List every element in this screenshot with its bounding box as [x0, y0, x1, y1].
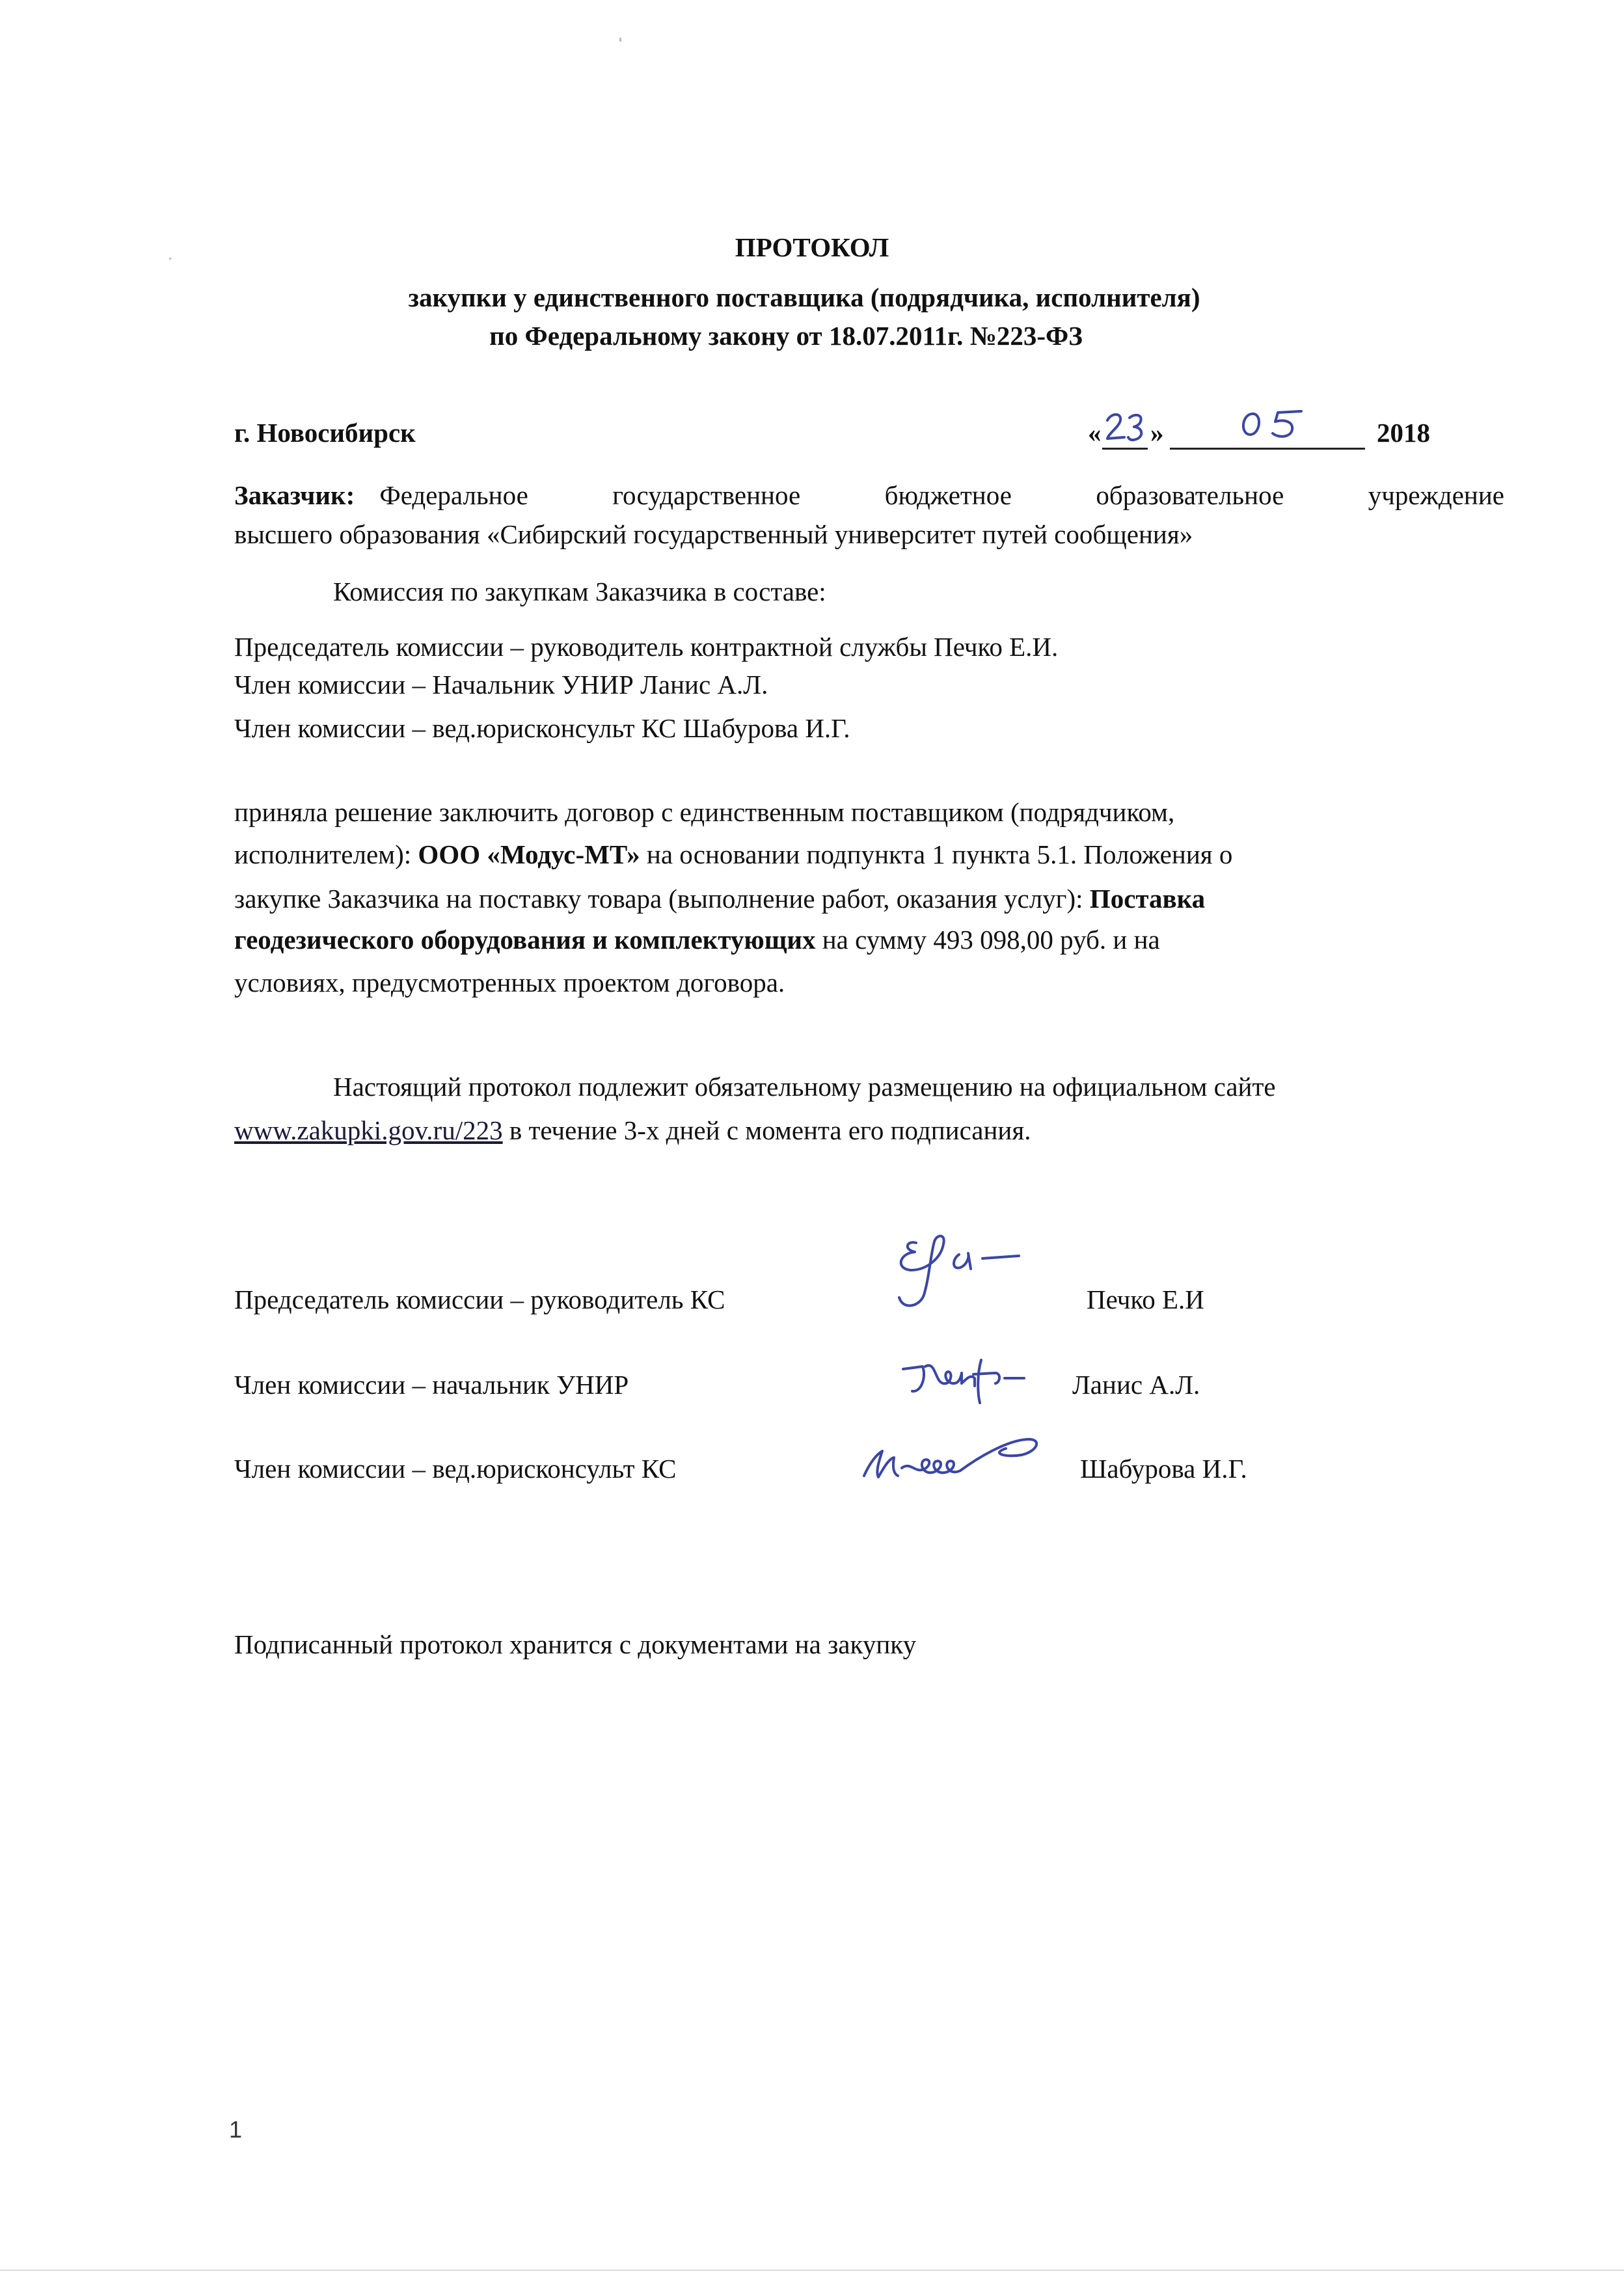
commission-member-chair: Председатель комиссии – руководитель контрактной службы Печко Е.И. [234, 632, 1059, 662]
decision-line-2-start: исполнителем): [234, 839, 418, 869]
scan-speck [619, 38, 621, 42]
publication-line-2-end: в течение 3-х дней с момента его подписания. [502, 1115, 1031, 1145]
commission-member-legal: Член комиссии – вед.юрисконсульт КС Шабурова И.Г. [234, 713, 850, 743]
decision-line-1: приняла решение заключить договор с единственным поставщиком (подрядчиком, [234, 797, 1175, 827]
signature-name-chair: Печко Е.И [1087, 1284, 1204, 1314]
customer-line-1 [234, 479, 1504, 511]
signature-name-unir: Ланис А.Л. [1072, 1370, 1200, 1400]
subject-start: Поставка [1089, 884, 1206, 914]
decision-line-2 [234, 838, 1232, 871]
supplier-name: ООО «Модус-МТ» [418, 839, 640, 869]
commission-member-unir: Член комиссии – Начальник УНИР Ланис А.Л. [234, 670, 768, 700]
date-open-quote: « [1088, 418, 1102, 448]
date-close-quote: » [1150, 418, 1164, 448]
signature-role-unir: Член комиссии – начальник УНИР [234, 1370, 629, 1400]
zakupki-link[interactable]: www.zakupki.gov.ru/223 [234, 1115, 503, 1145]
commission-intro: Комиссия по закупкам Заказчика в составе: [333, 577, 826, 606]
date-month-line [1170, 448, 1365, 450]
customer-line-2: высшего образования «Сибирский государственный университет путей сообщения» [234, 519, 1193, 549]
customer-name-start: Федеральное государственное бюджетное образовательное учреждение [379, 480, 1504, 510]
scan-speck [169, 258, 171, 260]
contract-amount: на сумму 493 098,00 руб. и на [815, 925, 1160, 955]
decision-line-5: условиях, предусмотренных проектом договора. [234, 968, 785, 998]
signature-name-legal: Шабурова И.Г. [1080, 1454, 1247, 1484]
document-subtitle-1: закупки у единственного поставщика (подрядчика, исполнителя) [408, 282, 1200, 312]
signature-role-chair: Председатель комиссии – руководитель КС [234, 1284, 725, 1314]
document-subtitle-2: по Федеральному закону от 18.07.2011г. №223-ФЗ [489, 321, 1083, 351]
date-year: 2018 [1377, 418, 1430, 448]
publication-line-1: Настоящий протокол подлежит обязательному размещению на официальном сайте [333, 1072, 1276, 1102]
customer-label: Заказчик: [234, 480, 355, 510]
footer-note: Подписанный протокол хранится с документами на закупку [234, 1629, 917, 1659]
signature-chair [881, 1230, 1037, 1314]
date-day-line [1102, 448, 1148, 450]
signature-unir [897, 1340, 1066, 1406]
city: г. Новосибирск [234, 418, 416, 448]
decision-line-4 [234, 923, 1160, 956]
publication-line-2 [234, 1114, 1031, 1147]
decision-line-3-start: закупке Заказчика на поставку товара (выполнение работ, оказания услуг): [234, 884, 1090, 914]
page-number: 1 [229, 2116, 243, 2143]
decision-line-2-end: на основании подпункта 1 пункта 5.1. Положения о [640, 839, 1233, 869]
handwritten-month [1239, 405, 1317, 448]
signature-role-legal: Член комиссии – вед.юрисконсульт КС [234, 1454, 677, 1484]
signature-legal [856, 1425, 1064, 1490]
scan-edge [0, 2270, 1624, 2271]
handwritten-day [1103, 409, 1149, 448]
decision-line-3 [234, 882, 1205, 915]
subject-end: геодезического оборудования и комплектующих [234, 925, 816, 955]
document-title: ПРОТОКОЛ [735, 232, 889, 262]
